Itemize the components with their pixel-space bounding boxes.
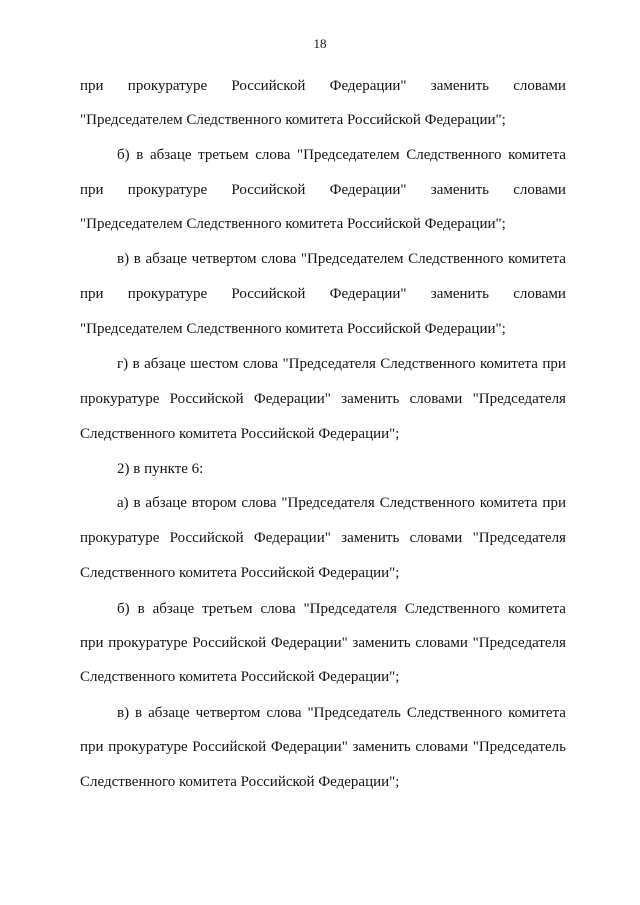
word: "Председателя <box>303 601 397 617</box>
word: слова <box>255 147 291 163</box>
word: Федерации" <box>253 530 331 546</box>
word: Федерации" <box>270 635 348 651</box>
text-line <box>80 77 566 95</box>
word: б) <box>117 147 130 163</box>
text-line <box>117 704 566 722</box>
word: словами <box>409 530 463 546</box>
word: заменить <box>352 635 411 651</box>
word: при <box>80 739 104 755</box>
word: прокуратуре <box>127 286 208 302</box>
word: третьем <box>202 601 253 617</box>
word: заменить <box>341 530 400 546</box>
word: "Председателя <box>472 530 566 546</box>
word: словами <box>415 635 468 651</box>
word: словами <box>513 182 566 198</box>
word: заменить <box>430 286 489 302</box>
word: Следственного <box>406 705 503 721</box>
word: в <box>137 601 145 617</box>
word: "Председателя <box>281 495 375 511</box>
page-number: 18 <box>313 36 327 51</box>
word: "Председателем <box>300 251 404 267</box>
word: Федерации" <box>329 182 407 198</box>
word: комитета <box>479 495 538 511</box>
word: словами <box>415 739 469 755</box>
word: в <box>136 147 144 163</box>
word: комитета <box>508 601 566 617</box>
word: при <box>542 356 566 372</box>
text-line: Следственного комитета Российской Федерации"; <box>80 565 400 581</box>
word: слова <box>241 495 277 511</box>
word: заменить <box>352 739 411 755</box>
text-line: "Председателем Следственного комитета Российской Федерации"; <box>80 321 506 337</box>
word: комитета <box>480 356 538 372</box>
text-line <box>117 250 566 268</box>
word: Российской <box>231 78 306 94</box>
word: слова <box>261 251 297 267</box>
word: б) <box>117 601 130 617</box>
word: прокуратуре <box>127 182 208 198</box>
word: при <box>80 182 104 198</box>
text-line: Следственного комитета Российской Федерации"; <box>80 669 400 685</box>
word: прокуратуре <box>80 530 160 546</box>
word: "Председатель <box>307 705 401 721</box>
word: слова <box>266 705 302 721</box>
word: прокуратуре <box>108 739 188 755</box>
word: при <box>542 495 566 511</box>
text-line: "Председателем Следственного комитета Российской Федерации"; <box>80 216 506 232</box>
text-line <box>117 146 566 164</box>
text-line <box>80 529 566 547</box>
word: Следственного <box>379 495 475 511</box>
word: слова <box>260 601 296 617</box>
word: Федерации" <box>329 78 407 94</box>
word: в <box>133 251 141 267</box>
word: Следственного <box>404 601 501 617</box>
word: абзаце <box>145 495 187 511</box>
word: "Председатель <box>472 739 566 755</box>
word: в <box>132 356 140 372</box>
word: заменить <box>430 78 489 94</box>
word: прокуратуре <box>80 391 160 407</box>
word: Российской <box>169 391 244 407</box>
word: четвертом <box>195 705 261 721</box>
text-line <box>80 285 566 303</box>
word: словами <box>409 391 463 407</box>
word: при <box>80 286 104 302</box>
word: шестом <box>190 356 239 372</box>
text-line: 2) в пункте 6: <box>117 461 204 477</box>
word: Федерации" <box>329 286 407 302</box>
word: словами <box>513 78 566 94</box>
text-line <box>80 390 566 408</box>
word: Российской <box>231 182 306 198</box>
word: абзаце <box>145 251 188 267</box>
word: слова <box>242 356 279 372</box>
word: заменить <box>341 391 400 407</box>
word: комитета <box>508 147 566 163</box>
word: Следственного <box>380 356 476 372</box>
word: Следственного <box>408 251 504 267</box>
word: абзаце <box>148 705 190 721</box>
word: прокуратуре <box>127 78 208 94</box>
word: в) <box>117 705 130 721</box>
word: словами <box>513 286 566 302</box>
word: Федерации" <box>270 739 348 755</box>
word: Российской <box>192 739 267 755</box>
word: "Председателя <box>472 391 566 407</box>
word: "Председателем <box>296 147 400 163</box>
text-line: "Председателем Следственного комитета Российской Федерации"; <box>80 112 506 128</box>
word: а) <box>117 495 129 511</box>
word: комитета <box>508 251 566 267</box>
word: комитета <box>508 705 566 721</box>
word: при <box>80 78 104 94</box>
text-line <box>80 634 566 652</box>
text-line: Следственного комитета Российской Федерации"; <box>80 426 400 442</box>
word: четвертом <box>191 251 257 267</box>
word: Российской <box>231 286 306 302</box>
word: Федерации" <box>253 391 331 407</box>
word: Следственного <box>406 147 502 163</box>
word: третьем <box>198 147 249 163</box>
word: Российской <box>192 635 267 651</box>
word: в <box>133 495 141 511</box>
word: г) <box>117 356 129 372</box>
word: прокуратуре <box>108 635 188 651</box>
word: "Председателя <box>282 356 376 372</box>
word: заменить <box>430 182 489 198</box>
word: втором <box>191 495 237 511</box>
text-line <box>117 355 566 373</box>
word: Российской <box>169 530 244 546</box>
text-line <box>117 600 566 618</box>
text-line: Следственного комитета Российской Федерации"; <box>80 774 400 790</box>
word: абзаце <box>152 601 195 617</box>
word: "Председателя <box>472 635 566 651</box>
word: абзаце <box>144 356 186 372</box>
text-line <box>117 494 566 512</box>
word: при <box>80 635 104 651</box>
word: в <box>135 705 143 721</box>
word: абзаце <box>149 147 192 163</box>
text-line <box>80 738 566 756</box>
word: в) <box>117 251 130 267</box>
text-line <box>80 181 566 199</box>
